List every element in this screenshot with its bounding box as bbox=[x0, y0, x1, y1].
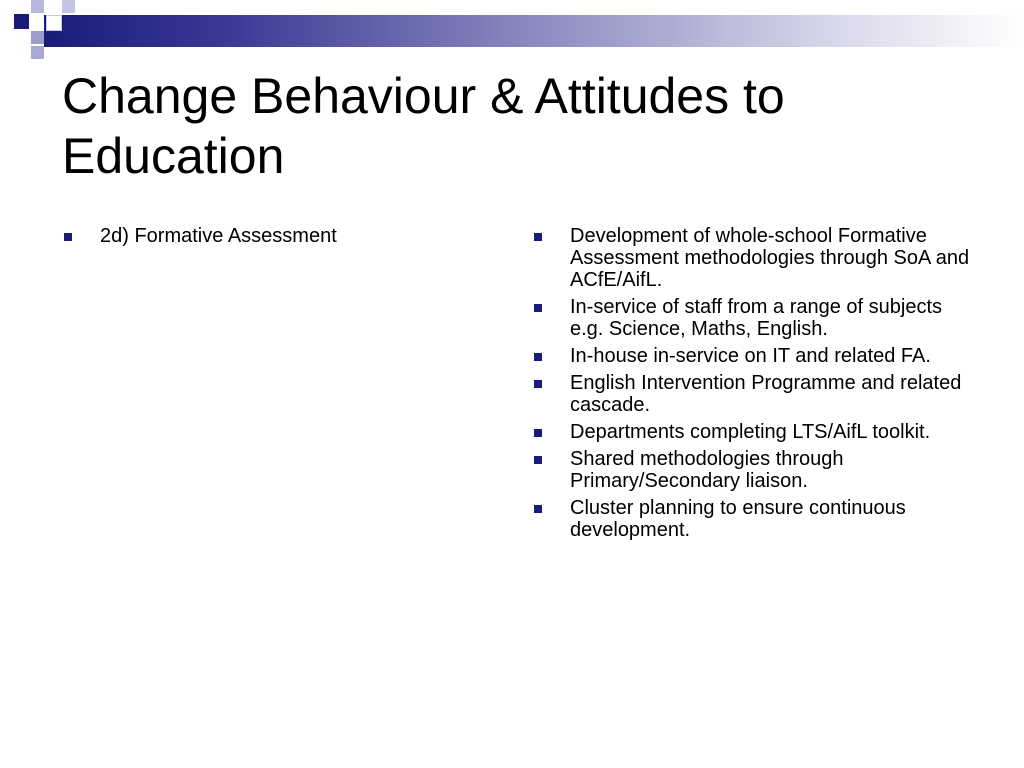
bullet-text: Departments completing LTS/AifL toolkit. bbox=[570, 421, 931, 443]
slide-title: Change Behaviour & Attitudes to Education bbox=[62, 68, 785, 184]
left-bullet-list bbox=[62, 225, 482, 252]
bullet-text: In-house in-service on IT and related FA. bbox=[570, 345, 931, 367]
square-bullet-icon bbox=[534, 456, 542, 464]
list-item bbox=[532, 345, 972, 367]
square-bullet-icon bbox=[534, 505, 542, 513]
list-item bbox=[532, 225, 972, 291]
list-item bbox=[62, 225, 482, 247]
square-bullet-icon bbox=[534, 380, 542, 388]
list-item bbox=[532, 296, 972, 340]
bullet-text: Shared methodologies through Primary/Secondary liaison. bbox=[570, 448, 844, 492]
list-item bbox=[532, 372, 972, 416]
bullet-text: In-service of staff from a range of subjects e.g. Science, Maths, English. bbox=[570, 296, 943, 340]
square-bullet-icon bbox=[534, 233, 542, 241]
square-bullet-icon bbox=[534, 429, 542, 437]
decor-square bbox=[46, 15, 62, 31]
square-bullet-icon bbox=[534, 353, 542, 361]
bullet-text: 2d) Formative Assessment bbox=[100, 225, 337, 247]
square-bullet-icon bbox=[534, 304, 542, 312]
bullet-text: Development of whole-school Formative Assessment methodologies through SoA and ACfE/AifL. bbox=[570, 225, 970, 291]
bullet-text: English Intervention Programme and related cascade. bbox=[570, 372, 962, 416]
right-bullet-list bbox=[532, 225, 972, 546]
bullet-text: Cluster planning to ensure continuous development. bbox=[570, 497, 906, 541]
header-gradient-band bbox=[44, 15, 1024, 47]
decor-square bbox=[62, 0, 75, 13]
list-item bbox=[532, 448, 972, 492]
list-item bbox=[532, 497, 972, 541]
list-item bbox=[532, 421, 972, 443]
decor-square bbox=[31, 46, 44, 59]
decor-square bbox=[14, 14, 29, 29]
decor-square bbox=[31, 0, 44, 13]
decor-square bbox=[31, 31, 44, 44]
square-bullet-icon bbox=[64, 233, 72, 241]
